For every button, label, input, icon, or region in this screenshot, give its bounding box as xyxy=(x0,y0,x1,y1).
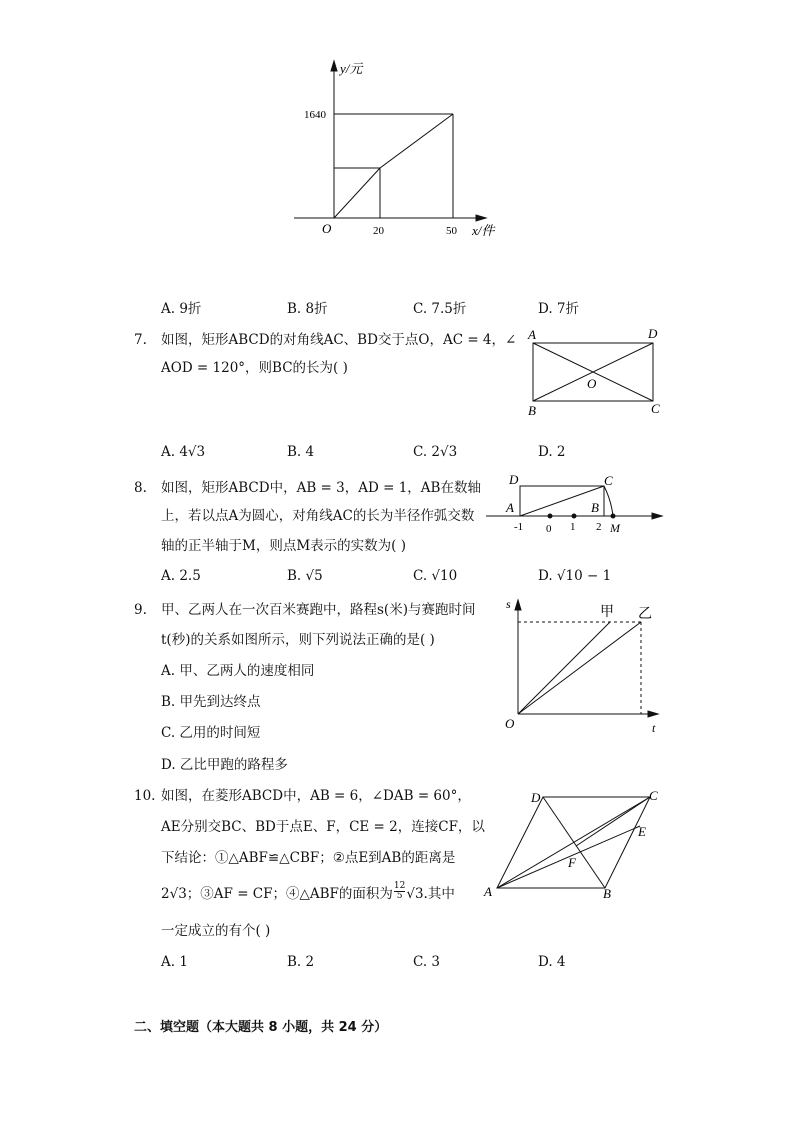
q6-option-a: A. 9折 xyxy=(161,301,202,317)
q7-option-a: A. 4√3 xyxy=(161,444,206,460)
q9-option-d: D. 乙比甲跑的路程多 xyxy=(161,757,288,773)
q8-number: 8. xyxy=(134,480,147,496)
q7-option-b: B. 4 xyxy=(287,444,315,460)
q9-axis-t: t xyxy=(652,721,656,735)
q10-fraction-numerator: 12 xyxy=(393,881,406,891)
q8-label-c: C xyxy=(604,473,613,488)
q9-label-jia: 甲 xyxy=(600,605,614,620)
q8-text-line2: 上，若以点A为圆心，对角线AC的长为半径作弧交数 xyxy=(161,508,475,524)
q6-y-axis-label: y/元 xyxy=(340,61,363,76)
q8-text-line1: 如图，矩形ABCD中，AB = 3，AD = 1，AB在数轴 xyxy=(161,480,481,496)
q10-option-d: D. 4 xyxy=(538,954,566,970)
q7-label-a: A xyxy=(528,327,536,342)
q7-option-d: D. 2 xyxy=(538,444,566,460)
q10-label-b: B xyxy=(603,886,611,901)
q6-x-tick-50: 50 xyxy=(446,225,457,237)
q7-option-c: C. 2√3 xyxy=(413,444,458,460)
q8-option-a: A. 2.5 xyxy=(161,568,201,584)
q8-option-c: C. √10 xyxy=(413,568,458,584)
q6-graph xyxy=(290,55,510,245)
q8-label-d: D xyxy=(509,472,519,487)
q7-label-o: O xyxy=(587,376,597,391)
q6-y-tick-label: 1640 xyxy=(304,109,326,121)
q10-label-c: C xyxy=(649,788,658,803)
q8-label-b: B xyxy=(591,500,599,515)
q10-text-line2: AE分别交BC、BD于点E、F，CE = 2，连接CF，以 xyxy=(161,819,485,835)
q9-option-b: B. 甲先到达终点 xyxy=(161,694,261,710)
q7-number: 7. xyxy=(134,332,147,348)
q9-race-graph xyxy=(500,594,672,739)
q9-option-c: C. 乙用的时间短 xyxy=(161,725,261,741)
q10-text-line1: 如图，在菱形ABCD中，AB = 6，∠DAB = 60°， xyxy=(161,788,471,804)
q9-text-line2: t(秒)的关系如图所示，则下列说法正确的是( ) xyxy=(161,632,435,648)
q10-fraction-denominator: 5 xyxy=(396,891,403,901)
q8-tick-0: 0 xyxy=(546,523,552,535)
q10-option-a: A. 1 xyxy=(161,954,188,970)
q10-label-e: E xyxy=(638,824,646,839)
q9-text-line1: 甲、乙两人在一次百米赛跑中，路程s(米)与赛跑时间 xyxy=(161,602,476,618)
q8-tick-minus1: -1 xyxy=(514,521,524,533)
q10-label-a: A xyxy=(484,884,492,899)
q6-option-d: D. 7折 xyxy=(538,301,580,317)
q7-text-line1: 如图，矩形ABCD的对角线AC、BD交于点O，AC = 4，∠ xyxy=(161,332,517,348)
q10-line4-end: √3.其中 xyxy=(406,886,455,902)
q7-label-c: C xyxy=(651,401,660,416)
q10-fraction xyxy=(394,882,405,901)
q6-x-axis-label: x/件 xyxy=(472,223,495,238)
q8-number-line-figure xyxy=(484,470,666,540)
q10-option-b: B. 2 xyxy=(287,954,315,970)
q7-label-d: D xyxy=(648,326,658,341)
q6-option-c: C. 7.5折 xyxy=(413,301,467,317)
q10-rhombus-figure xyxy=(480,786,665,902)
q6-x-tick-20: 20 xyxy=(373,225,384,237)
q8-tick-1: 1 xyxy=(570,521,576,533)
q8-option-b: B. √5 xyxy=(287,568,323,584)
q9-axis-s: s xyxy=(506,597,511,611)
q7-rectangle-figure xyxy=(522,323,672,419)
q8-text-line3: 轴的正半轴于M，则点M表示的实数为( ) xyxy=(161,538,406,554)
q7-text-line2: AOD = 120°，则BC的长为( ) xyxy=(161,360,348,376)
q8-option-d: D. √10 − 1 xyxy=(538,568,612,584)
q9-number: 9. xyxy=(134,602,147,618)
q7-label-b: B xyxy=(528,403,536,418)
q10-text-line5: 一定成立的有个( ) xyxy=(161,923,271,939)
q6-option-b: B. 8折 xyxy=(287,301,328,317)
q8-label-m: M xyxy=(610,521,620,535)
q10-label-d: D xyxy=(531,790,541,805)
q6-origin-label: O xyxy=(322,221,332,236)
q8-label-a: A xyxy=(506,500,514,515)
section-2-heading: 二、填空题（本大题共 8 小题，共 24 分） xyxy=(134,1020,388,1035)
q10-text-line3: 下结论：①△ABF≌△CBF；②点E到AB的距离是 xyxy=(161,850,456,866)
q9-origin: O xyxy=(505,716,515,731)
q9-label-yi: 乙 xyxy=(638,607,652,622)
q9-option-a: A. 甲、乙两人的速度相同 xyxy=(161,663,315,679)
q10-number: 10. xyxy=(134,788,156,804)
q10-option-c: C. 3 xyxy=(413,954,441,970)
q10-label-f: F xyxy=(568,855,576,870)
q8-tick-2: 2 xyxy=(596,521,602,533)
q10-line4-start: 2√3；③AF = CF；④△ABF的面积为 xyxy=(161,886,393,902)
q10-text-line4 xyxy=(161,881,455,904)
